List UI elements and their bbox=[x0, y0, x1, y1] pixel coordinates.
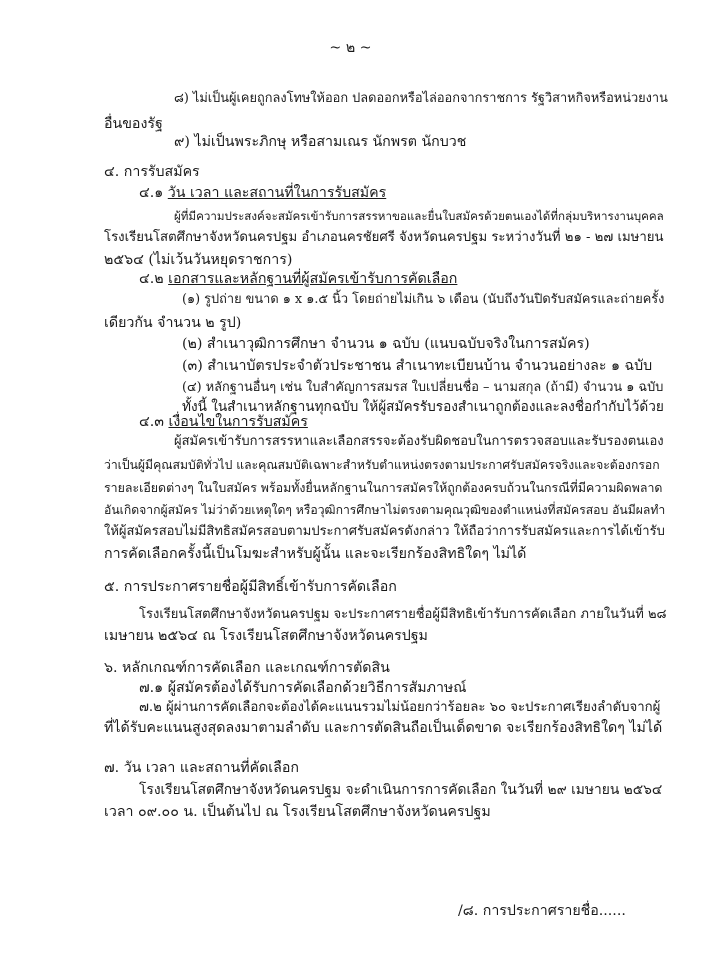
section-4-heading: ๔. การรับสมัคร bbox=[104, 164, 200, 180]
paragraph-line: เวลา ๐๙.๐๐ น. เป็นต้นไป ณ โรงเรียนโสตศึกษาจังหวัดนครปฐม bbox=[104, 804, 491, 820]
section-5-heading: ๕. การประกาศรายชื่อผู้มีสิทธิ์เข้ารับการคัดเลือก bbox=[104, 579, 397, 595]
paragraph-line: ผู้สมัครเข้ารับการสรรหาและเลือกสรรจะต้องรับผิดชอบในการตรวจสอบและรับรองตนเอง bbox=[174, 434, 664, 449]
paragraph-line: โรงเรียนโสตศึกษาจังหวัดนครปฐม อำเภอนครชัยศรี จังหวัดนครปฐม ระหว่างวันที่ ๒๑ - ๒๗ เมษายน bbox=[104, 230, 664, 245]
paragraph-line: ๒๕๖๔ (ไม่เว้นวันหยุดราชการ) bbox=[104, 252, 293, 268]
paragraph-line: ว่าเป็นผู้มีคุณสมบัติทั่วไป และคุณสมบัติเฉพาะสำหรับตำแหน่งตรงตามประกาศรับสมัครจริงและจะต้องกรอก bbox=[104, 458, 660, 472]
paragraph-line: ให้ผู้สมัครสอบไม่มีสิทธิสมัครสอบตามประกาศรับสมัครดังกล่าว ให้ถือว่าการรับสมัครและการได้เข้ารับ bbox=[104, 524, 665, 539]
document-item-2: (๒) สำเนาวุฒิการศึกษา จำนวน ๑ ฉบับ (แนบฉบับจริงในการสมัคร) bbox=[182, 336, 590, 352]
qualification-item-8: ๘) ไม่เป็นผู้เคยถูกลงโทษให้ออก ปลดออกหรือไล่ออกจากราชการ รัฐวิสาหกิจหรือหน่วยงาน bbox=[174, 91, 668, 106]
document-item-1: (๑) รูปถ่าย ขนาด ๑ x ๑.๕ นิ้ว โดยถ่ายไม่เกิน ๖ เดือน (นับถึงวันปิดรับสมัครและถ่ายครั้ง bbox=[182, 292, 665, 307]
continuation-footer: /๘. การประกาศรายชื่อ...... bbox=[458, 903, 626, 919]
paragraph-line: รายละเอียดต่างๆ ในใบสมัคร พร้อมทั้งยื่นหลักฐานในการสมัครให้ถูกต้องครบถ้วนในกรณีที่มีความผิดพลาด bbox=[104, 480, 663, 495]
subsection-4-2-heading bbox=[139, 269, 457, 289]
section-6-heading: ๖. หลักเกณฑ์การคัดเลือก และเกณฑ์การตัดสิน bbox=[104, 660, 390, 676]
paragraph-line: อันเกิดจากผู้สมัคร ไม่ว่าด้วยเหตุใดๆ หรือวุฒิการศึกษาไม่ตรงตามคุณวุฒิของตำแหน่งที่สมัครสอบ อันมีผลทำ bbox=[104, 503, 666, 517]
subsection-4-3-heading bbox=[139, 412, 308, 432]
document-item-4: (๔) หลักฐานอื่นๆ เช่น ใบสำคัญการสมรส ใบเปลี่ยนชื่อ – นามสกุล (ถ้ามี) จำนวน ๑ ฉบับ bbox=[182, 380, 664, 395]
subsection-title: เอกสารและหลักฐานที่ผู้สมัครเข้ารับการคัดเลือก bbox=[168, 271, 458, 287]
paragraph-line: เมษายน ๒๕๖๔ ณ โรงเรียนโสตศึกษาจังหวัดนครปฐม bbox=[104, 628, 428, 644]
qualification-item-9: ๙) ไม่เป็นพระภิกษุ หรือสามเณร นักพรต นักบวช bbox=[174, 134, 467, 150]
subsection-number: ๔.๑ bbox=[139, 185, 164, 201]
subsection-number: ๔.๓ bbox=[139, 414, 164, 430]
criteria-item-1: ๗.๑ ผู้สมัครต้องได้รับการคัดเลือกด้วยวิธีการสัมภาษณ์ bbox=[139, 680, 467, 696]
document-item-1-continued: เดียวกัน จำนวน ๒ รูป) bbox=[104, 315, 242, 331]
paragraph-line: โรงเรียนโสตศึกษาจังหวัดนครปฐม จะดำเนินการการคัดเลือก ในวันที่ ๒๙ เมษายน ๒๕๖๔ bbox=[139, 782, 663, 798]
subsection-4-1-heading bbox=[139, 183, 386, 203]
criteria-item-2-continued: ที่ได้รับคะแนนสูงสุดลงมาตามลำดับ และการตัดสินถือเป็นเด็ดขาด จะเรียกร้องสิทธิใดๆ ไม่ได้ bbox=[104, 720, 663, 736]
page-number: ~ ๒ ~ bbox=[329, 40, 372, 56]
document-note: ทั้งนี้ ในสำเนาหลักฐานทุกฉบับ ให้ผู้สมัครรับรองสำเนาถูกต้องและลงชื่อกำกับไว้ด้วย bbox=[182, 399, 664, 415]
subsection-number: ๔.๒ bbox=[139, 271, 164, 287]
section-7-heading: ๗. วัน เวลา และสถานที่คัดเลือก bbox=[104, 760, 299, 776]
qualification-item-8-continued: อื่นของรัฐ bbox=[104, 116, 163, 132]
subsection-title: วัน เวลา และสถานที่ในการรับสมัคร bbox=[167, 185, 387, 201]
criteria-item-2: ๗.๒ ผู้ผ่านการคัดเลือกจะต้องได้คะแนนรวมไม่น้อยกว่าร้อยละ ๖๐ จะประกาศเรียงลำดับจากผู้ bbox=[139, 700, 661, 715]
subsection-title: เงื่อนไขในการรับสมัคร bbox=[168, 414, 308, 430]
paragraph-line: ผู้ที่มีความประสงค์จะสมัครเข้ารับการสรรหาขอและยื่นใบสมัครด้วยตนเองได้ที่กลุ่มบริหารงานบุคคล bbox=[174, 209, 664, 223]
paragraph-line: การคัดเลือกครั้งนี้เป็นโมฆะสำหรับผู้นั้น และจะเรียกร้องสิทธิใดๆ ไม่ได้ bbox=[104, 546, 527, 562]
paragraph-line: โรงเรียนโสตศึกษาจังหวัดนครปฐม จะประกาศรายชื่อผู้มีสิทธิเข้ารับการคัดเลือก ภายในวันที่ ๒๘ bbox=[139, 607, 667, 622]
document-item-3: (๓) สำเนาบัตรประจำตัวประชาชน สำเนาทะเบียนบ้าน จำนวนอย่างละ ๑ ฉบับ bbox=[182, 358, 653, 374]
